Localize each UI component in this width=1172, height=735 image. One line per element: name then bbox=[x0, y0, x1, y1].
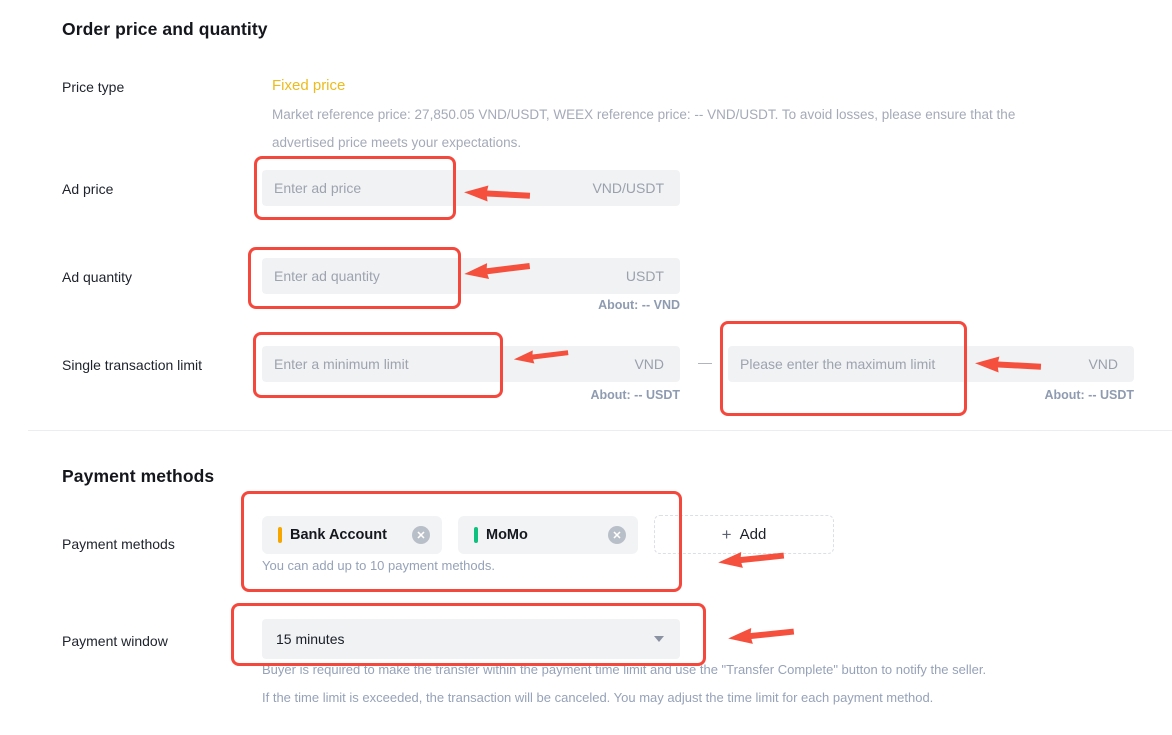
plus-icon: + bbox=[721, 524, 732, 544]
ad-price-field bbox=[262, 170, 680, 206]
ad-price-input[interactable] bbox=[274, 180, 582, 196]
ad-quantity-label: Ad quantity bbox=[62, 269, 133, 285]
payment-window-label: Payment window bbox=[62, 633, 168, 649]
chip-accent-bar bbox=[278, 527, 282, 543]
remove-payment-icon[interactable]: ✕ bbox=[608, 526, 626, 544]
payment-window-hint1: Buyer is required to make the transfer within the payment time limit and use the "Transfer Complete" button to notify the seller. bbox=[262, 662, 987, 677]
limit-label: Single transaction limit bbox=[62, 357, 203, 373]
add-payment-button[interactable] bbox=[654, 515, 834, 554]
payment-methods-label: Payment methods bbox=[62, 536, 175, 552]
ad-quantity-unit: USDT bbox=[625, 268, 664, 284]
chevron-down-icon bbox=[654, 636, 664, 642]
ad-quantity-field bbox=[262, 258, 680, 294]
min-limit-input[interactable] bbox=[274, 356, 624, 372]
payment-window-value: 15 minutes bbox=[276, 631, 345, 647]
min-limit-unit: VND bbox=[634, 356, 664, 372]
limit-range-separator: — bbox=[698, 354, 712, 370]
ad-price-unit: VND/USDT bbox=[592, 180, 664, 196]
min-limit-about: About: -- USDT bbox=[590, 388, 680, 402]
chip-accent-bar bbox=[474, 527, 478, 543]
payment-methods-hint: You can add up to 10 payment methods. bbox=[262, 558, 495, 573]
chip-name: MoMo bbox=[486, 527, 528, 543]
chip-name: Bank Account bbox=[290, 527, 387, 543]
remove-payment-icon[interactable]: ✕ bbox=[412, 526, 430, 544]
ad-quantity-about: About: -- VND bbox=[598, 298, 680, 312]
ad-quantity-input[interactable] bbox=[274, 268, 616, 284]
payment-chip-bank-account bbox=[262, 516, 442, 554]
min-limit-field bbox=[262, 346, 680, 382]
payment-section-title: Payment methods bbox=[62, 466, 215, 486]
payment-window-hint2: If the time limit is exceeded, the transaction will be canceled. You may adjust the time limit for each payment method. bbox=[262, 690, 934, 705]
price-type-label: Price type bbox=[62, 79, 125, 95]
order-section-title: Order price and quantity bbox=[62, 19, 268, 39]
payment-window-select[interactable] bbox=[262, 619, 680, 659]
max-limit-input[interactable] bbox=[740, 356, 1078, 372]
annotation-arrow-payment-window bbox=[725, 620, 797, 649]
section-divider bbox=[28, 430, 1172, 431]
add-button-label: Add bbox=[739, 526, 767, 543]
reference-price-hint: Market reference price: 27,850.05 VND/USDT, WEEX reference price: -- VND/USDT. To avoid losses, please ensure that the advertised price meets your expectations. bbox=[272, 107, 1016, 150]
payment-chip-momo bbox=[458, 516, 638, 554]
max-limit-about: About: -- USDT bbox=[1044, 388, 1134, 402]
max-limit-field bbox=[728, 346, 1134, 382]
max-limit-unit: VND bbox=[1088, 356, 1118, 372]
price-type-fixed-option[interactable]: Fixed price bbox=[272, 77, 346, 94]
ad-price-label: Ad price bbox=[62, 181, 114, 197]
